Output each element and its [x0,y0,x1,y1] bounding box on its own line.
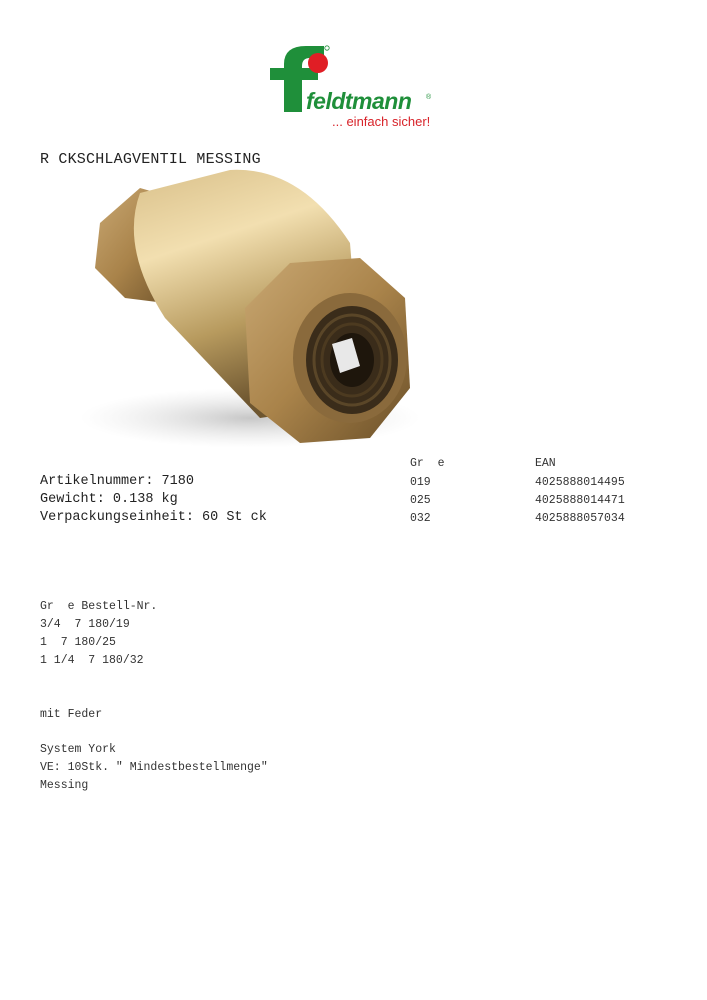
variant-size: 032 [410,512,431,525]
variant-size: 019 [410,476,431,489]
product-title: R CKSCHLAGVENTIL MESSING [40,151,261,168]
weight: Gewicht: 0.138 kg [40,492,178,507]
variant-size: 025 [410,494,431,507]
order-table-row: 1 7 180/25 [40,636,116,649]
packaging-unit: Verpackungseinheit: 60 St ck [40,510,267,525]
ve-note: VE: 10Stk. " Mindestbestellmenge" [40,761,268,774]
system-note: System York [40,743,116,756]
order-table-header: Gr e Bestell-Nr. [40,600,158,613]
feldtmann-logo [262,38,447,133]
logo-registered-mark: ® [426,94,432,101]
variant-ean: 4025888014471 [535,494,625,507]
order-table-row: 3/4 7 180/19 [40,618,130,631]
order-table-row: 1 1/4 7 180/32 [40,654,144,667]
variants-header-ean: EAN [535,457,556,470]
brass-check-valve-image [60,168,420,458]
logo-slogan: ... einfach sicher! [332,114,431,129]
article-number: Artikelnummer: 7180 [40,474,194,489]
variant-ean: 4025888014495 [535,476,625,489]
spring-note: mit Feder [40,708,103,721]
logo-wordmark: feldtmann [306,88,412,114]
variants-header-size: Gr e [410,457,445,470]
variant-ean: 4025888057034 [535,512,625,525]
material-note: Messing [40,779,89,792]
